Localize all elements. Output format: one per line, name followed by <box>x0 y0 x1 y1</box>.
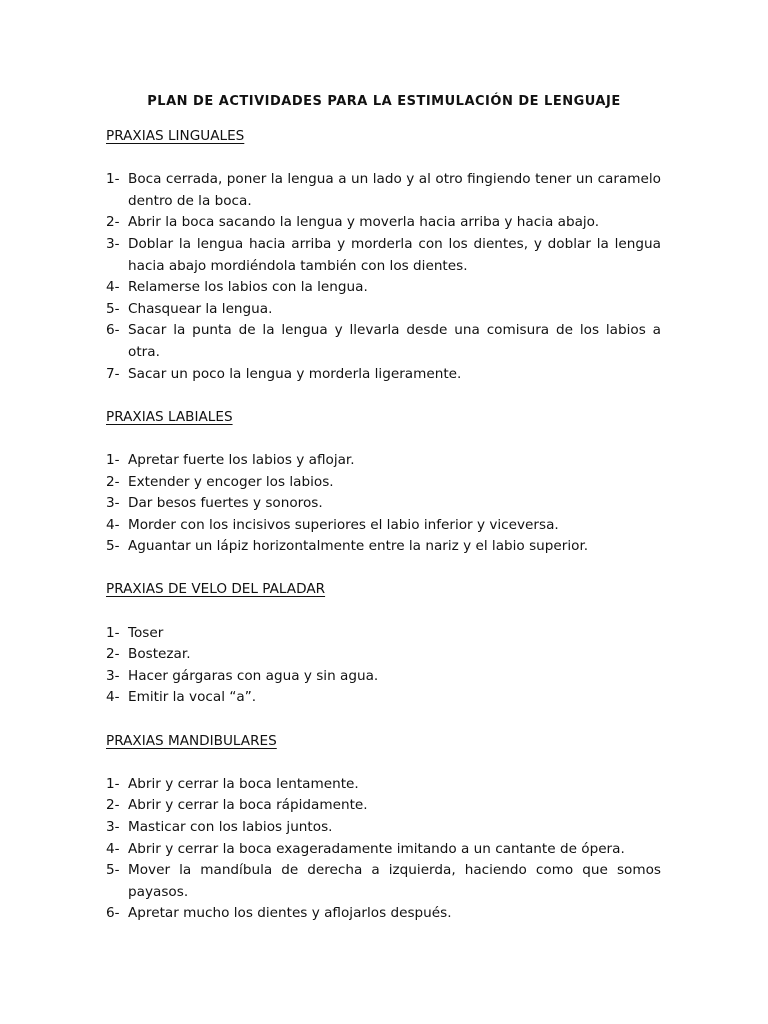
item-number: 3- <box>106 495 120 512</box>
list-item <box>106 687 661 709</box>
section-praxias-mandibulares <box>106 731 661 925</box>
item-number: 1- <box>106 775 120 792</box>
document-title: PLAN DE ACTIVIDADES PARA LA ESTIMULACIÓN DE LENGUAJE <box>147 94 621 109</box>
item-text: Abrir y cerrar la boca exageradamente imitando a un cantante de ópera. <box>128 840 625 857</box>
activity-list <box>106 169 661 385</box>
item-text: Toser <box>128 624 164 641</box>
item-text: Apretar fuerte los labios y aflojar. <box>128 451 355 468</box>
item-text: Mover la mandíbula de derecha a izquierda, haciendo como que somos payasos. <box>128 862 661 900</box>
item-number: 2- <box>106 646 120 663</box>
activity-list <box>106 774 661 925</box>
list-item <box>106 860 661 903</box>
list-item <box>106 644 661 666</box>
item-text: Morder con los incisivos superiores el labio inferior y viceversa. <box>128 516 559 533</box>
item-text: Abrir y cerrar la boca lentamente. <box>128 775 359 792</box>
list-item <box>106 320 661 363</box>
item-text: Doblar la lengua hacia arriba y morderla con los dientes, y doblar la lengua hacia abajo mordiéndola también con los dientes. <box>128 235 661 274</box>
item-text: Boca cerrada, poner la lengua a un lado y al otro fingiendo tener un caramelo dentro de la boca. <box>128 171 661 209</box>
activity-list <box>106 623 661 709</box>
item-number: 7- <box>106 365 120 382</box>
list-item <box>106 666 661 688</box>
list-item <box>106 623 661 645</box>
item-text: Emitir la vocal “a”. <box>128 689 257 706</box>
item-text: Masticar con los labios juntos. <box>128 819 333 835</box>
item-text: Dar besos fuertes y sonoros. <box>128 495 323 512</box>
item-text: Hacer gárgaras con agua y sin agua. <box>128 667 379 684</box>
item-text: Abrir y cerrar la boca rápidamente. <box>128 797 368 814</box>
list-item <box>106 795 661 817</box>
item-number: 3- <box>106 667 120 684</box>
item-text: Sacar un poco la lengua y morderla ligeramente. <box>128 365 462 382</box>
section-praxias-linguales <box>106 126 661 385</box>
item-number: 4- <box>106 279 120 296</box>
item-number: 1- <box>106 451 120 468</box>
item-number: 4- <box>106 689 120 706</box>
item-text: Apretar mucho los dientes y aflojarlos después. <box>128 905 452 922</box>
item-number: 2- <box>106 473 120 490</box>
item-number: 5- <box>106 538 120 555</box>
document-body <box>106 126 661 947</box>
list-item <box>106 277 661 299</box>
list-item <box>106 212 661 234</box>
list-item <box>106 364 661 386</box>
list-item <box>106 234 661 277</box>
list-item <box>106 299 661 321</box>
list-item <box>106 817 661 839</box>
list-item <box>106 515 661 537</box>
activity-list <box>106 450 661 558</box>
item-number: 2- <box>106 797 120 814</box>
item-text: Extender y encoger los labios. <box>128 473 334 490</box>
item-number: 1- <box>106 171 120 188</box>
item-text: Bostezar. <box>128 646 191 663</box>
item-number: 4- <box>106 840 120 857</box>
section-heading: PRAXIAS MANDIBULARES <box>106 732 277 749</box>
item-number: 5- <box>106 300 120 317</box>
item-text: Aguantar un lápiz horizontalmente entre la nariz y el labio superior. <box>128 538 589 555</box>
list-item <box>106 450 661 472</box>
list-item <box>106 493 661 515</box>
list-item <box>106 169 661 212</box>
section-praxias-velo-paladar <box>106 579 661 709</box>
list-item <box>106 774 661 796</box>
item-number: 4- <box>106 516 120 533</box>
item-text: Chasquear la lengua. <box>128 300 273 317</box>
item-text: Relamerse los labios con la lengua. <box>128 279 368 296</box>
item-text: Sacar la punta de la lengua y llevarla desde una comisura de los labios a otra. <box>128 322 661 360</box>
section-heading: PRAXIAS LABIALES <box>106 408 233 425</box>
list-item <box>106 839 661 861</box>
item-number: 6- <box>106 905 120 922</box>
item-number: 1- <box>106 624 120 641</box>
list-item <box>106 536 661 558</box>
item-number: 2- <box>106 214 120 231</box>
item-number: 5- <box>106 862 120 879</box>
list-item <box>106 903 661 925</box>
item-number: 3- <box>106 235 120 252</box>
item-text: Abrir la boca sacando la lengua y moverla hacia arriba y hacia abajo. <box>128 214 600 231</box>
section-praxias-labiales <box>106 407 661 558</box>
section-heading: PRAXIAS LINGUALES <box>106 128 245 144</box>
item-number: 3- <box>106 819 120 835</box>
list-item <box>106 472 661 494</box>
item-number: 6- <box>106 322 120 339</box>
section-heading: PRAXIAS DE VELO DEL PALADAR <box>106 581 326 598</box>
